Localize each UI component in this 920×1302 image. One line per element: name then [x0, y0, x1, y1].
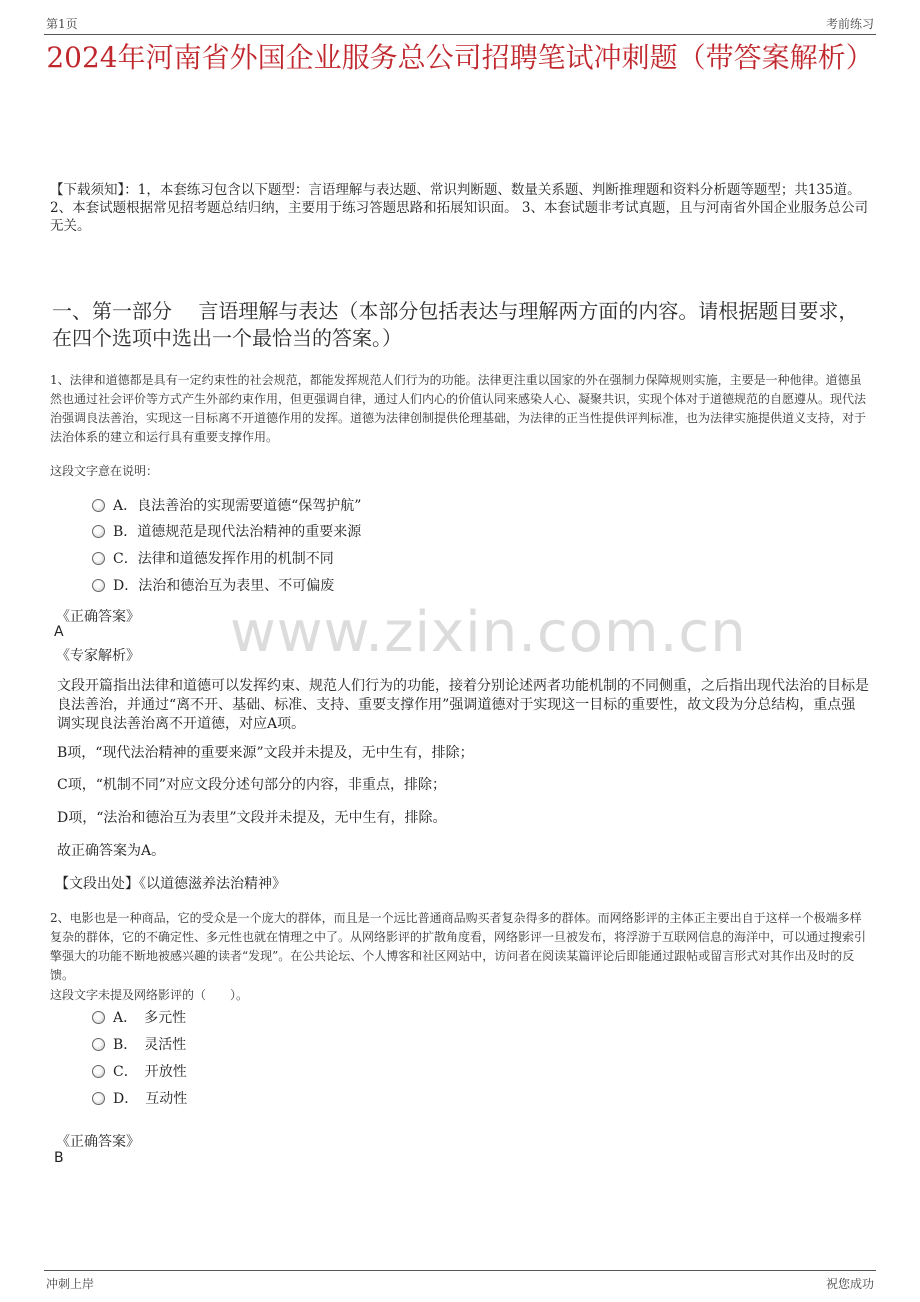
q1-option-b[interactable] — [92, 523, 361, 541]
q1-analysis-conclusion: 故正确答案为A。 — [57, 843, 166, 859]
q2-option-a-label: A． 多元性 — [113, 1010, 187, 1026]
question-1-text: 1、法律和道德都是具有一定约束性的社会规范，都能发挥规范人们行为的功能。法律更注重以国家的外在强制力保障规则实施，主要是一种他律。道德虽然也通过社会评价等方式产生外部约束作用，但更强调自律，通过人们内心的价值认同来感染人心、凝聚共识，实现个体对于道德规范的自愿遵从。现代法治强调良法善治，实现这一目标离不开道德作用的发挥。道德为法律创制提供伦理基础，为法律的正当性提供评判标准，也为法律实施提供道义支持，对于法治体系的建立和运行具有重要支撑作用。 — [50, 373, 867, 444]
page-header — [44, 12, 876, 35]
radio-icon[interactable] — [92, 579, 105, 592]
q1-analysis-c: C项，“机制不同”对应文段分述句部分的内容，非重点，排除； — [57, 777, 447, 793]
question-1-prompt: 这段文字意在说明： — [50, 464, 159, 478]
document-title: 2024年河南省外国企业服务总公司招聘笔试冲刺题（带答案解析） — [46, 41, 874, 74]
q1-analysis-label: 《专家解析》 — [56, 648, 140, 664]
radio-icon[interactable] — [92, 1065, 105, 1078]
q2-answer: B — [54, 1150, 64, 1166]
q1-option-c-label: C．法律和道德发挥作用的机制不同 — [113, 551, 334, 567]
watermark: www.zixin.com.cn — [230, 600, 747, 665]
q2-option-c[interactable] — [92, 1063, 187, 1081]
q1-option-a[interactable] — [92, 497, 361, 515]
footer-left: 冲刺上岸 — [46, 1277, 95, 1291]
q1-analysis-b: B项，“现代法治精神的重要来源”文段并未提及，无中生有，排除； — [57, 745, 474, 761]
q1-option-d[interactable] — [92, 577, 334, 595]
header-tag: 考前练习 — [825, 17, 874, 31]
q1-answer: A — [54, 624, 64, 640]
q2-option-d[interactable] — [92, 1090, 187, 1108]
question-2-prompt: 这段文字未提及网络影评的（ ）。 — [50, 988, 249, 1002]
q2-option-b[interactable] — [92, 1036, 186, 1054]
q1-analysis-d: D项，“法治和德治互为表里”文段并未提及，无中生有，排除。 — [57, 810, 447, 826]
q1-option-b-label: B．道德规范是现代法治精神的重要来源 — [113, 524, 362, 540]
q2-option-d-label: D． 互动性 — [113, 1091, 188, 1107]
radio-icon[interactable] — [92, 1038, 105, 1051]
q1-option-a-label: A．良法善治的实现需要道德“保驾护航” — [113, 498, 362, 514]
q1-source: 【文段出处】《以道德滋养法治精神》 — [55, 876, 286, 892]
q1-answer-label: 《正确答案》 — [56, 609, 140, 625]
radio-icon[interactable] — [92, 1092, 105, 1105]
q2-option-b-label: B． 灵活性 — [113, 1037, 187, 1053]
question-2-text: 2、电影也是一种商品，它的受众是一个庞大的群体，而且是一个远比普通商品购买者复杂得多的群体。而网络影评的主体正主要出自于这样一个极端多样复杂的群体，它的不确定性、多元性也就在情理之中了。从网络影评的扩散角度看，网络影评一旦被发布，将浮游于互联网信息的海洋中，可以通过搜索引擎强大的功能不断地被感兴趣的读者“发现”。在公共论坛、个人博客和社区网站中，访问者在阅读某篇评论后即能通过跟帖或留言形式对其作出及时的反馈。 — [50, 911, 867, 982]
radio-icon[interactable] — [92, 552, 105, 565]
q2-option-c-label: C． 开放性 — [113, 1064, 187, 1080]
q1-option-c[interactable] — [92, 550, 334, 568]
q1-analysis-main: 文段开篇指出法律和道德可以发挥约束、规范人们行为的功能，接着分别论述两者功能机制的不同侧重，之后指出现代法治的目标是良法善治，并通过“离不开、基础、标准、支持、重要支撑作用”强调道德对于实现这一目标的重要性，故文段为分总结构，重点强调实现良法善治离不开道德，对应A项。 — [57, 678, 869, 732]
page-number: 第1页 — [46, 17, 78, 31]
q1-option-d-label: D．法治和德治互为表里、不可偏废 — [113, 578, 335, 594]
footer-right: 祝您成功 — [825, 1277, 874, 1291]
section-heading: 一、第一部分 言语理解与表达（本部分包括表达与理解两方面的内容。请根据题目要求，在四个选项中选出一个最恰当的答案。） — [52, 299, 859, 350]
q2-option-a[interactable] — [92, 1009, 186, 1027]
page-footer — [44, 1270, 876, 1295]
radio-icon[interactable] — [92, 525, 105, 538]
download-notice: 【下载须知】：1，本套练习包含以下题型：言语理解与表达题、常识判断题、数量关系题、判断推理题和资料分析题等题型；共135道。 2、本套试题根据常见招考题总结归纳，主要用于练习答题思路和拓展知识面。 3、本套试题非考试真题，且与河南省外国企业服务总公司无关。 — [50, 182, 868, 234]
q2-answer-label: 《正确答案》 — [56, 1134, 140, 1150]
radio-icon[interactable] — [92, 499, 105, 512]
radio-icon[interactable] — [92, 1011, 105, 1024]
